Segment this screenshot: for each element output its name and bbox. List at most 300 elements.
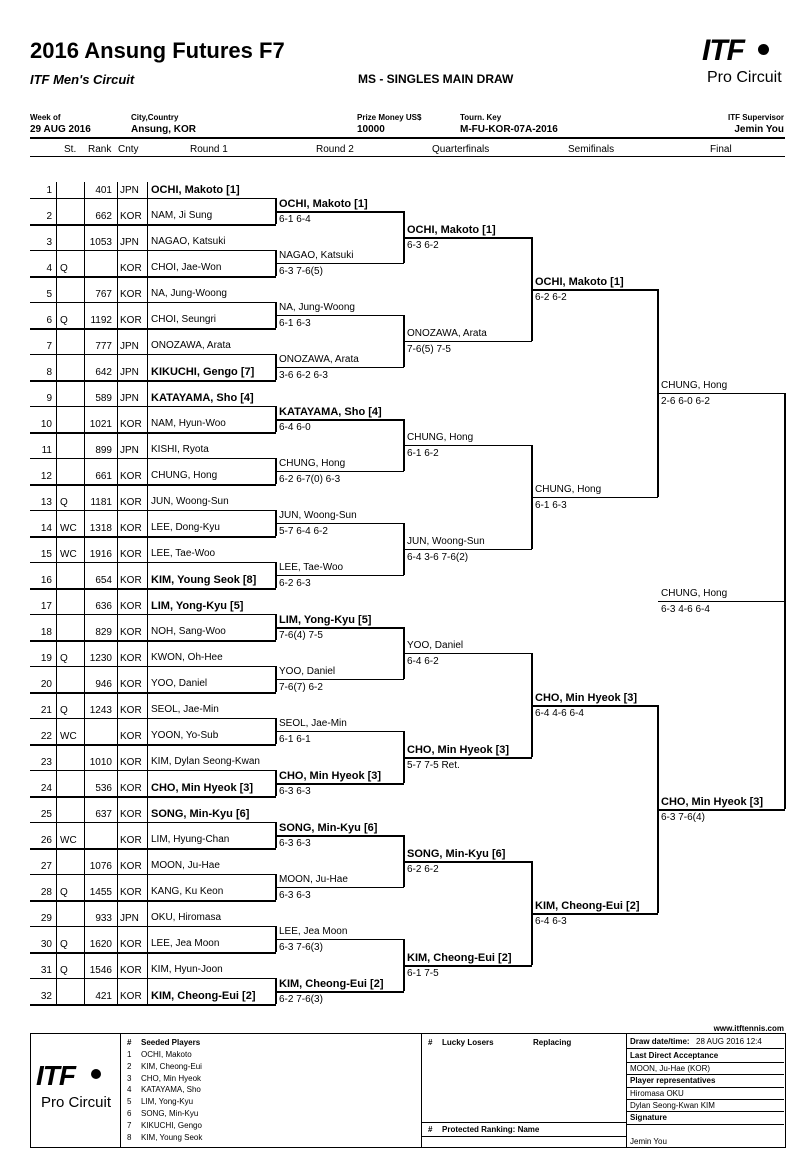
draw-position: 7 xyxy=(46,340,52,352)
player-rank: 1230 xyxy=(89,652,112,664)
player-country: KOR xyxy=(120,808,142,820)
player-name: NAM, Ji Sung xyxy=(151,209,213,221)
entry-status: WC xyxy=(60,548,77,560)
player-name: OCHI, Makoto [1] xyxy=(151,183,240,196)
qf-winner-name: OCHI, Makoto [1] xyxy=(407,223,496,236)
row-left-rule xyxy=(30,406,148,407)
seed-number: 2 xyxy=(127,1061,132,1071)
sf-score: 6-4 6-3 xyxy=(535,915,567,927)
player-rank: 401 xyxy=(95,184,112,196)
round2-line xyxy=(276,263,404,264)
player-country: JPN xyxy=(120,392,139,404)
columns-rule xyxy=(30,156,785,157)
qf-score: 6-4 3-6 7-6(2) xyxy=(407,551,469,563)
sf-winner-name: CHUNG, Hong xyxy=(535,483,602,495)
row-left-rule xyxy=(30,978,148,979)
round2-winner-name: OCHI, Makoto [1] xyxy=(279,197,368,210)
draw-position: 30 xyxy=(40,938,52,950)
tourn-key-value: M-FU-KOR-07A-2016 xyxy=(460,124,558,135)
tournament-title: 2016 Ansung Futures F7 xyxy=(30,38,285,63)
protected-rule-top xyxy=(422,1122,626,1123)
rep-1: Hiromasa OKU xyxy=(630,1089,684,1098)
round2-score: 6-1 6-4 xyxy=(279,213,311,225)
fr-6 xyxy=(627,1111,784,1112)
player-name: YOO, Daniel xyxy=(151,677,208,689)
player-name: KWON, Oh-Hee xyxy=(151,651,223,663)
final-winner-name: CHO, Min Hyeok [3] xyxy=(661,795,764,808)
player-rank: 1010 xyxy=(89,756,112,768)
round2-line xyxy=(276,679,404,680)
fr-3 xyxy=(627,1074,784,1075)
col-round2: Round 2 xyxy=(316,144,354,155)
draw-position: 2 xyxy=(46,210,52,222)
player-rank: 636 xyxy=(95,600,112,612)
footer-divider-1 xyxy=(120,1034,121,1147)
player-rank: 536 xyxy=(95,782,112,794)
week-label: Week of xyxy=(30,113,61,122)
sf-score: 6-1 6-3 xyxy=(535,499,567,511)
row-left-rule xyxy=(30,432,148,433)
entry-status: Q xyxy=(60,704,68,716)
row-left-rule xyxy=(30,458,148,459)
player-name: LIM, Yong-Kyu [5] xyxy=(151,599,244,612)
qf-winner-name: CHO, Min Hyeok [3] xyxy=(407,743,510,756)
player-country: KOR xyxy=(120,210,142,222)
round2-score: 6-2 6-3 xyxy=(279,577,311,589)
draw-position: 26 xyxy=(40,834,52,846)
lda-value: MOON, Ju-Hae (KOR) xyxy=(630,1064,711,1073)
row-left-rule xyxy=(30,900,148,901)
signature-value: Jemin You xyxy=(630,1137,667,1146)
player-name: SEOL, Jae-Min xyxy=(151,703,219,715)
seed-player-name: LIM, Yong-Kyu xyxy=(141,1097,194,1107)
qf-line xyxy=(404,861,532,863)
seed-number: 6 xyxy=(127,1109,132,1118)
player-rank: 829 xyxy=(95,626,112,638)
entry-status: Q xyxy=(60,886,68,898)
player-country: JPN xyxy=(120,912,139,924)
player-country: KOR xyxy=(120,756,142,768)
player-name: NOH, Sang-Woo xyxy=(151,625,226,637)
seeded-title: Seeded Players xyxy=(141,1038,201,1047)
website[interactable]: www.itftennis.com xyxy=(713,1024,784,1033)
row-left-rule xyxy=(30,926,148,927)
draw-position: 5 xyxy=(46,288,52,300)
grid-col-line-0 xyxy=(56,182,57,1004)
entry-status: WC xyxy=(60,834,77,846)
round2-line xyxy=(276,783,404,785)
player-name: LIM, Hyung-Chan xyxy=(151,833,230,845)
player-name: ONOZAWA, Arata xyxy=(151,339,231,351)
draw-position: 24 xyxy=(40,782,52,794)
logo-pro-circuit-text: Pro Circuit xyxy=(707,69,782,86)
signature-label: Signature xyxy=(630,1113,667,1122)
draw-position: 28 xyxy=(40,886,52,898)
draw-position: 16 xyxy=(40,574,52,586)
prize-label: Prize Money US$ xyxy=(357,113,422,122)
seed-number: 8 xyxy=(127,1132,132,1142)
draw-name: MS - SINGLES MAIN DRAW xyxy=(358,72,514,86)
entry-status: Q xyxy=(60,496,68,508)
seed-player-name: KATAYAMA, Sho xyxy=(141,1085,201,1095)
final-line xyxy=(658,393,785,394)
player-country: KOR xyxy=(120,418,142,430)
player-name: YOON, Yo-Sub xyxy=(151,729,219,741)
player-country: KOR xyxy=(120,574,142,586)
row-left-rule xyxy=(30,770,148,771)
qf-line xyxy=(404,653,532,654)
round2-winner-name: SEOL, Jae-Min xyxy=(279,717,347,729)
fr-7 xyxy=(627,1124,784,1125)
qf-line xyxy=(404,341,532,342)
round2-winner-name: KIM, Cheong-Eui [2] xyxy=(279,977,384,990)
player-rank: 637 xyxy=(95,808,112,820)
player-rank: 1192 xyxy=(90,314,112,326)
protected-rule-bottom xyxy=(422,1136,626,1137)
player-country: KOR xyxy=(120,600,142,612)
supervisor-label: ITF Supervisor xyxy=(727,113,784,122)
sf-score: 6-4 4-6 6-4 xyxy=(535,707,584,719)
player-country: KOR xyxy=(120,782,142,794)
row-left-rule xyxy=(30,276,148,277)
round2-score: 6-1 6-1 xyxy=(279,733,311,745)
footer-divider-3 xyxy=(626,1034,627,1147)
qf-score: 6-4 6-2 xyxy=(407,655,439,667)
player-name: NAM, Hyun-Woo xyxy=(151,417,226,429)
round2-winner-name: LEE, Jea Moon xyxy=(279,925,348,937)
row-left-rule xyxy=(30,874,148,875)
round2-winner-name: CHO, Min Hyeok [3] xyxy=(279,769,382,782)
champion-name: CHUNG, Hong xyxy=(661,587,728,599)
player-country: KOR xyxy=(120,834,142,846)
round2-winner-name: CHUNG, Hong xyxy=(279,457,346,469)
round2-score: 6-3 6-3 xyxy=(279,785,311,797)
header-rule xyxy=(30,137,785,139)
round2-score: 7-6(7) 6-2 xyxy=(279,681,323,693)
qf-score: 6-2 6-2 xyxy=(407,863,439,875)
player-country: KOR xyxy=(120,964,142,976)
col-rank: Rank xyxy=(88,144,112,155)
player-country: JPN xyxy=(120,340,139,352)
qf-line xyxy=(404,445,532,446)
qf-winner-name: SONG, Min-Kyu [6] xyxy=(407,847,506,860)
row-left-rule xyxy=(30,692,148,693)
row-left-rule xyxy=(30,666,148,667)
player-country: KOR xyxy=(120,938,142,950)
qf-score: 6-1 6-2 xyxy=(407,447,439,459)
sf-score: 6-2 6-2 xyxy=(535,291,567,303)
seed-number: 1 xyxy=(127,1050,132,1059)
lucky-hash: # xyxy=(428,1038,433,1047)
draw-position: 20 xyxy=(40,678,52,690)
sf-winner-name: CHO, Min Hyeok [3] xyxy=(535,691,638,704)
player-name: KATAYAMA, Sho [4] xyxy=(151,391,254,404)
player-country: KOR xyxy=(120,314,142,326)
round2-winner-name: SONG, Min-Kyu [6] xyxy=(279,821,378,834)
row-left-rule xyxy=(30,484,148,485)
draw-date-label: Draw date/time: xyxy=(630,1037,690,1046)
row-left-rule xyxy=(30,380,148,381)
player-rank: 662 xyxy=(95,210,112,222)
seed-number: 7 xyxy=(127,1120,132,1130)
sf-line xyxy=(532,705,658,707)
row-left-rule xyxy=(30,302,148,303)
player-rank: 1021 xyxy=(89,418,112,430)
qf-score: 6-3 6-2 xyxy=(407,239,439,251)
player-name: KIM, Hyun-Joon xyxy=(151,963,223,975)
row-left-rule xyxy=(30,718,148,719)
rep-2: Dylan Seong-Kwan KIM xyxy=(630,1101,715,1110)
player-rank: 421 xyxy=(95,990,112,1002)
qf-winner-name: KIM, Cheong-Eui [2] xyxy=(407,951,512,964)
player-name: KIM, Cheong-Eui [2] xyxy=(151,989,256,1002)
round2-score: 6-3 7-6(5) xyxy=(279,265,323,277)
champion-line xyxy=(658,601,785,602)
grid-col-line-1 xyxy=(84,182,85,1004)
round2-score: 5-7 6-4 6-2 xyxy=(279,525,328,537)
footer-logo-pro-circuit-text: Pro Circuit xyxy=(41,1094,112,1111)
player-name: CHO, Min Hyeok [3] xyxy=(151,781,254,794)
player-rank: 1620 xyxy=(89,938,112,950)
circuit-subtitle: ITF Men's Circuit xyxy=(30,72,135,87)
player-name: MOON, Ju-Hae xyxy=(151,859,220,871)
seed-player-name: OCHI, Makoto xyxy=(141,1050,192,1059)
qf-line xyxy=(404,549,532,550)
player-rank: 1076 xyxy=(89,860,112,872)
city-value: Ansung, KOR xyxy=(131,124,196,135)
entry-status: Q xyxy=(60,964,68,976)
round2-line xyxy=(276,575,404,576)
player-name: NAGAO, Katsuki xyxy=(151,235,226,247)
grid-col-line-3 xyxy=(147,182,148,1004)
qf-winner-name: YOO, Daniel xyxy=(407,639,464,651)
seed-player-name: KIM, Cheong-Eui xyxy=(141,1061,202,1071)
row-left-rule xyxy=(30,354,148,355)
player-name: NA, Jung-Woong xyxy=(151,287,227,299)
row-left-rule xyxy=(30,744,148,745)
qf-winner-name: JUN, Woong-Sun xyxy=(407,535,485,547)
row-left-rule xyxy=(30,250,148,251)
lda-label: Last Direct Acceptance xyxy=(630,1051,719,1060)
row-left-rule xyxy=(30,224,148,225)
player-country: KOR xyxy=(120,730,142,742)
player-country: KOR xyxy=(120,522,142,534)
qf-line xyxy=(404,757,532,759)
final-score: 6-3 7-6(4) xyxy=(661,811,705,823)
champion-score: 6-3 4-6 6-4 xyxy=(661,603,710,615)
protected-hash: # xyxy=(428,1125,433,1134)
player-country: JPN xyxy=(120,444,139,456)
draw-position: 19 xyxy=(40,652,52,664)
player-country: KOR xyxy=(120,990,142,1002)
round2-score: 3-6 6-2 6-3 xyxy=(279,369,328,381)
player-country: JPN xyxy=(120,184,139,196)
round2-winner-name: KATAYAMA, Sho [4] xyxy=(279,405,382,418)
row-left-rule xyxy=(30,614,148,615)
prize-value: 10000 xyxy=(357,124,385,135)
col-qf: Quarterfinals xyxy=(432,144,490,155)
round2-winner-name: YOO, Daniel xyxy=(279,665,336,677)
qf-line xyxy=(404,237,532,239)
city-label: City,Country xyxy=(131,113,179,122)
draw-position: 10 xyxy=(40,418,52,430)
sf-line xyxy=(532,913,658,915)
protected-title: Protected Ranking: Name xyxy=(442,1125,540,1134)
final-score: 2-6 6-0 6-2 xyxy=(661,395,710,407)
player-rank: 767 xyxy=(95,288,112,300)
qf-winner-name: CHUNG, Hong xyxy=(407,431,474,443)
round2-winner-name: LIM, Yong-Kyu [5] xyxy=(279,613,372,626)
logo-itf-text: ITF xyxy=(702,34,744,67)
draw-position: 15 xyxy=(40,548,52,560)
draw-position: 32 xyxy=(40,990,52,1002)
player-country: KOR xyxy=(120,548,142,560)
supervisor-value: Jemin You xyxy=(734,124,784,135)
footer-ball-icon xyxy=(91,1069,101,1079)
player-name: CHOI, Seungri xyxy=(151,313,217,325)
seed-player-name: SONG, Min-Kyu xyxy=(141,1109,199,1118)
draw-position: 21 xyxy=(40,704,52,716)
qf-winner-name: ONOZAWA, Arata xyxy=(407,327,487,339)
round2-winner-name: MOON, Ju-Hae xyxy=(279,873,348,885)
draw-position: 25 xyxy=(40,808,52,820)
round2-line xyxy=(276,471,404,472)
footer-logo-itf-text: ITF xyxy=(36,1060,75,1091)
row-left-rule xyxy=(30,510,148,511)
player-rank: 777 xyxy=(95,340,112,352)
player-country: JPN xyxy=(120,366,139,378)
round2-winner-name: ONOZAWA, Arata xyxy=(279,353,359,365)
row-left-rule xyxy=(30,796,148,797)
draw-position: 11 xyxy=(41,444,52,456)
player-rank: 1181 xyxy=(90,496,112,508)
row-left-rule xyxy=(30,198,148,199)
round2-line xyxy=(276,211,404,213)
draw-position: 18 xyxy=(40,626,52,638)
seed-number: 3 xyxy=(127,1073,132,1083)
player-country: KOR xyxy=(120,496,142,508)
player-name: KIKUCHI, Gengo [7] xyxy=(151,365,255,378)
fr-4 xyxy=(627,1087,784,1088)
row-left-rule xyxy=(30,952,148,953)
player-rank: 589 xyxy=(95,392,112,404)
col-round1: Round 1 xyxy=(190,144,228,155)
round2-line xyxy=(276,523,404,524)
draw-position: 29 xyxy=(40,912,52,924)
tourn-key-label: Tourn. Key xyxy=(460,113,502,122)
sf-winner-name: OCHI, Makoto [1] xyxy=(535,275,624,288)
player-name: KIM, Young Seok [8] xyxy=(151,573,257,586)
col-st: St. xyxy=(64,144,77,155)
row-left-rule xyxy=(30,848,148,849)
round2-line xyxy=(276,835,404,837)
sf-line xyxy=(532,497,658,498)
qf-score: 7-6(5) 7-5 xyxy=(407,343,451,355)
round2-winner-name: NAGAO, Katsuki xyxy=(279,249,354,261)
round2-line xyxy=(276,731,404,732)
player-rank: 1318 xyxy=(89,522,112,534)
player-name: LEE, Jea Moon xyxy=(151,937,220,949)
round2-line xyxy=(276,627,404,629)
player-name: CHUNG, Hong xyxy=(151,469,218,481)
round2-score: 7-6(4) 7-5 xyxy=(279,629,323,641)
player-name: KANG, Ku Keon xyxy=(151,885,224,897)
ball-icon xyxy=(758,44,769,55)
player-country: KOR xyxy=(120,886,142,898)
player-rank: 899 xyxy=(95,444,112,456)
player-country: KOR xyxy=(120,678,142,690)
sf-winner-name: KIM, Cheong-Eui [2] xyxy=(535,899,640,912)
draw-position: 22 xyxy=(40,730,52,742)
player-country: KOR xyxy=(120,652,142,664)
player-name: JUN, Woong-Sun xyxy=(151,495,229,507)
qf-score: 5-7 7-5 Ret. xyxy=(407,759,460,771)
round2-line xyxy=(276,315,404,316)
player-rank: 661 xyxy=(95,470,112,482)
draw-position: 3 xyxy=(46,236,52,248)
sf-line xyxy=(532,289,658,291)
itf-logo xyxy=(696,34,791,93)
player-rank: 946 xyxy=(95,678,112,690)
player-rank: 933 xyxy=(95,912,112,924)
fr-2 xyxy=(627,1062,784,1063)
row-left-rule xyxy=(30,588,148,589)
grid-col-line-2 xyxy=(117,182,118,1004)
row-left-rule xyxy=(30,822,148,823)
round2-line xyxy=(276,419,404,421)
player-rank: 1243 xyxy=(89,704,112,716)
round2-line xyxy=(276,991,404,993)
player-name: SONG, Min-Kyu [6] xyxy=(151,807,250,820)
player-name: CHOI, Jae-Won xyxy=(151,261,222,273)
draw-position: 4 xyxy=(46,262,52,274)
round2-score: 6-4 6-0 xyxy=(279,421,311,433)
player-country: KOR xyxy=(120,704,142,716)
entry-status: WC xyxy=(60,522,77,534)
draw-position: 13 xyxy=(40,496,52,508)
player-name: KISHI, Ryota xyxy=(151,443,209,455)
seed-number: 4 xyxy=(127,1085,132,1095)
col-final: Final xyxy=(710,144,732,155)
draw-position: 9 xyxy=(46,392,52,404)
player-country: KOR xyxy=(120,288,142,300)
draw-position: 27 xyxy=(40,860,52,872)
seeded-hash: # xyxy=(127,1038,132,1047)
round2-score: 6-2 7-6(3) xyxy=(279,993,323,1005)
round2-line xyxy=(276,939,404,940)
player-country: JPN xyxy=(120,236,139,248)
player-country: KOR xyxy=(120,860,142,872)
qf-line xyxy=(404,965,532,967)
col-sf: Semifinals xyxy=(568,144,615,155)
row-left-rule xyxy=(30,1004,148,1005)
round2-line xyxy=(276,367,404,368)
player-rank: 1546 xyxy=(89,964,112,976)
col-cnty: Cnty xyxy=(118,144,139,155)
row-left-rule xyxy=(30,640,148,641)
player-rank: 1053 xyxy=(89,236,112,248)
round2-score: 6-1 6-3 xyxy=(279,317,311,329)
itf-footer-logo xyxy=(34,1060,118,1124)
final-winner-name: CHUNG, Hong xyxy=(661,379,728,391)
row-left-rule xyxy=(30,562,148,563)
seed-number: 5 xyxy=(127,1097,132,1107)
footer-divider-2 xyxy=(421,1034,422,1147)
fr-5 xyxy=(627,1099,784,1100)
player-name: OKU, Hiromasa xyxy=(151,911,222,923)
week-value: 29 AUG 2016 xyxy=(30,124,91,135)
player-rank: 1916 xyxy=(89,548,112,560)
